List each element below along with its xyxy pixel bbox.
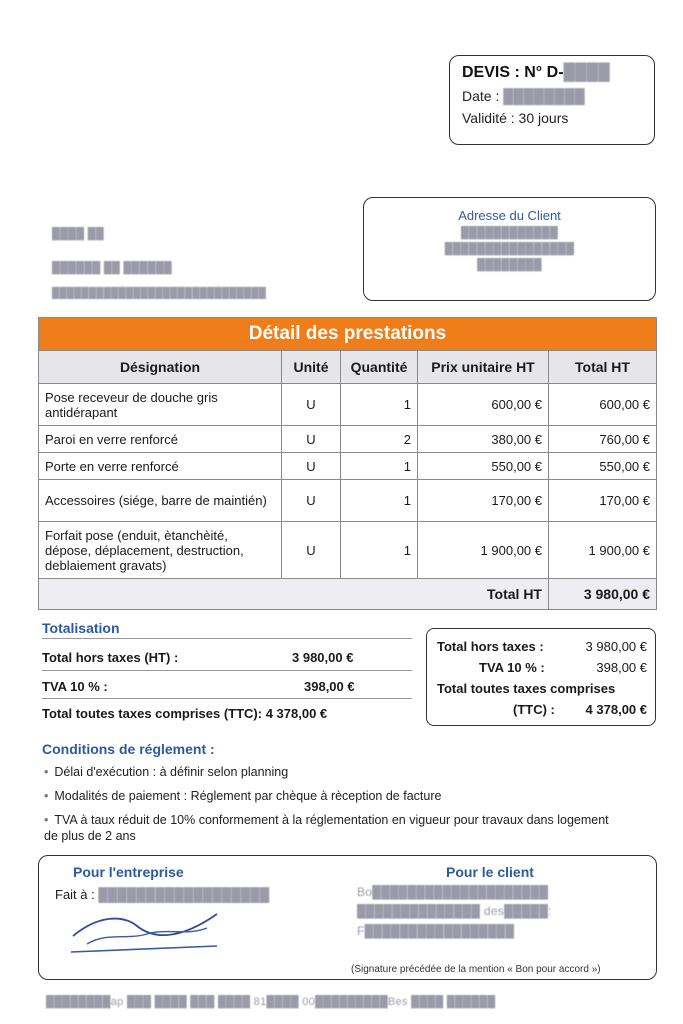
table-row bbox=[39, 522, 657, 579]
totalisation-ttc: Total toutes taxes comprises (TTC): 4 378,00 € bbox=[42, 706, 328, 721]
client-address-box bbox=[363, 197, 656, 301]
table-total-value: 3 980,00 € bbox=[549, 579, 657, 610]
summary-ttc-value: 4 378,00 € bbox=[585, 702, 647, 717]
summary-tva-label: TVA 10 % : bbox=[479, 660, 545, 675]
col-header-designation: Désignation bbox=[39, 351, 282, 384]
cell-total: 600,00 € bbox=[549, 384, 657, 426]
cell-qty: 1 bbox=[341, 480, 418, 522]
cell-qty: 1 bbox=[341, 384, 418, 426]
summary-ttc-label: Total toutes taxes comprises bbox=[437, 681, 616, 696]
devis-date: Date : ████████ bbox=[462, 88, 586, 104]
cell-qty: 1 bbox=[341, 453, 418, 480]
cell-designation: Porte en verre renforcé bbox=[39, 453, 282, 480]
totalisation-tva-value: 398,00 € bbox=[304, 679, 355, 694]
company-line-2: ██████ ██ ██████ bbox=[52, 262, 173, 274]
col-header-unit: Unité bbox=[282, 351, 341, 384]
condition-item: • Délai d'exécution : à définir selon planning bbox=[44, 765, 289, 779]
signature-client-title: Pour le client bbox=[446, 864, 534, 880]
prestations-table bbox=[38, 317, 657, 610]
totals-summary-box bbox=[426, 628, 656, 726]
condition-item: • Modalités de paiement : Réglement par chèque à rèception de facture bbox=[44, 789, 442, 803]
client-line-2: ████████████████ bbox=[444, 243, 575, 255]
cell-price: 600,00 € bbox=[418, 384, 549, 426]
table-row bbox=[39, 480, 657, 522]
divider bbox=[42, 638, 412, 639]
cell-total: 760,00 € bbox=[549, 426, 657, 453]
divider bbox=[42, 670, 412, 671]
signature-client-line-2: ██████████████ des█████: bbox=[357, 904, 552, 918]
table-row bbox=[39, 384, 657, 426]
signature-client-line-3: F█████████████████ bbox=[357, 924, 515, 938]
cell-designation: Paroi en verre renforcé bbox=[39, 426, 282, 453]
signature-box bbox=[38, 855, 657, 980]
col-header-unit-price: Prix unitaire HT bbox=[418, 351, 549, 384]
signature-client-line-1: Bo████████████████████ bbox=[357, 885, 549, 899]
totalisation-ht-label: Total hors taxes (HT) : bbox=[42, 650, 179, 665]
conditions-title: Conditions de réglement : bbox=[42, 741, 215, 757]
cell-total: 1 900,00 € bbox=[549, 522, 657, 579]
totalisation-title: Totalisation bbox=[42, 620, 120, 636]
cell-qty: 1 bbox=[341, 522, 418, 579]
cell-qty: 2 bbox=[341, 426, 418, 453]
signature-company-title: Pour l'entreprise bbox=[73, 864, 184, 880]
signature-client-note: (Signature précédée de la mention « Bon pour accord ») bbox=[351, 964, 601, 975]
totalisation-ht-value: 3 980,00 € bbox=[292, 650, 354, 665]
cell-price: 170,00 € bbox=[418, 480, 549, 522]
col-header-total: Total HT bbox=[549, 351, 657, 384]
cell-unit: U bbox=[282, 453, 341, 480]
cell-price: 380,00 € bbox=[418, 426, 549, 453]
client-address-title: Adresse du Client bbox=[458, 208, 561, 223]
company-line-3: █████████████████████████████ bbox=[52, 288, 267, 299]
client-line-3: ████████ bbox=[477, 259, 542, 271]
col-header-quantity: Quantité bbox=[341, 351, 418, 384]
company-signature bbox=[67, 906, 227, 954]
cell-designation: Accessoires (siége, barre de maintién) bbox=[39, 480, 282, 522]
devis-info-box bbox=[449, 55, 655, 145]
cell-unit: U bbox=[282, 522, 341, 579]
table-total-row bbox=[39, 579, 657, 610]
devis-validity: Validité : 30 jours bbox=[462, 110, 569, 126]
cell-unit: U bbox=[282, 480, 341, 522]
summary-tva-value: 398,00 € bbox=[596, 660, 647, 675]
devis-number: DEVIS : N° D-████ bbox=[462, 64, 611, 81]
cell-designation: Pose receveur de douche gris antidérapant bbox=[39, 384, 282, 426]
client-line-1: ████████████ bbox=[460, 227, 559, 239]
company-line-1: ████ ██ bbox=[52, 228, 104, 240]
cell-total: 170,00 € bbox=[549, 480, 657, 522]
summary-ttc-label-2: (TTC) : bbox=[513, 702, 555, 717]
summary-ht-value: 3 980,00 € bbox=[585, 639, 647, 654]
table-band-title: Détail des prestations bbox=[39, 318, 657, 351]
signature-fait-a: Fait à : ██████████████████ bbox=[55, 887, 270, 902]
divider bbox=[42, 698, 412, 699]
cell-total: 550,00 € bbox=[549, 453, 657, 480]
totalisation-tva-label: TVA 10 % : bbox=[42, 679, 108, 694]
table-row bbox=[39, 426, 657, 453]
table-total-label: Total HT bbox=[39, 579, 549, 610]
footer-legal-text: ████████ap ███ ████ ███ ████ 81████ 00█████████Bes ████ ██████ bbox=[46, 996, 496, 1008]
condition-item: • TVA à taux réduit de 10% conformement à la réglementation en vigueur pour travaux dans logement de plus de 2 ans bbox=[44, 813, 609, 843]
cell-price: 550,00 € bbox=[418, 453, 549, 480]
table-row bbox=[39, 453, 657, 480]
cell-unit: U bbox=[282, 384, 341, 426]
cell-designation: Forfait pose (enduit, ètanchèité, dépose, déplacement, destruction, deblaiement gravats) bbox=[39, 522, 282, 579]
cell-unit: U bbox=[282, 426, 341, 453]
summary-ht-label: Total hors taxes : bbox=[437, 639, 544, 654]
cell-price: 1 900,00 € bbox=[418, 522, 549, 579]
